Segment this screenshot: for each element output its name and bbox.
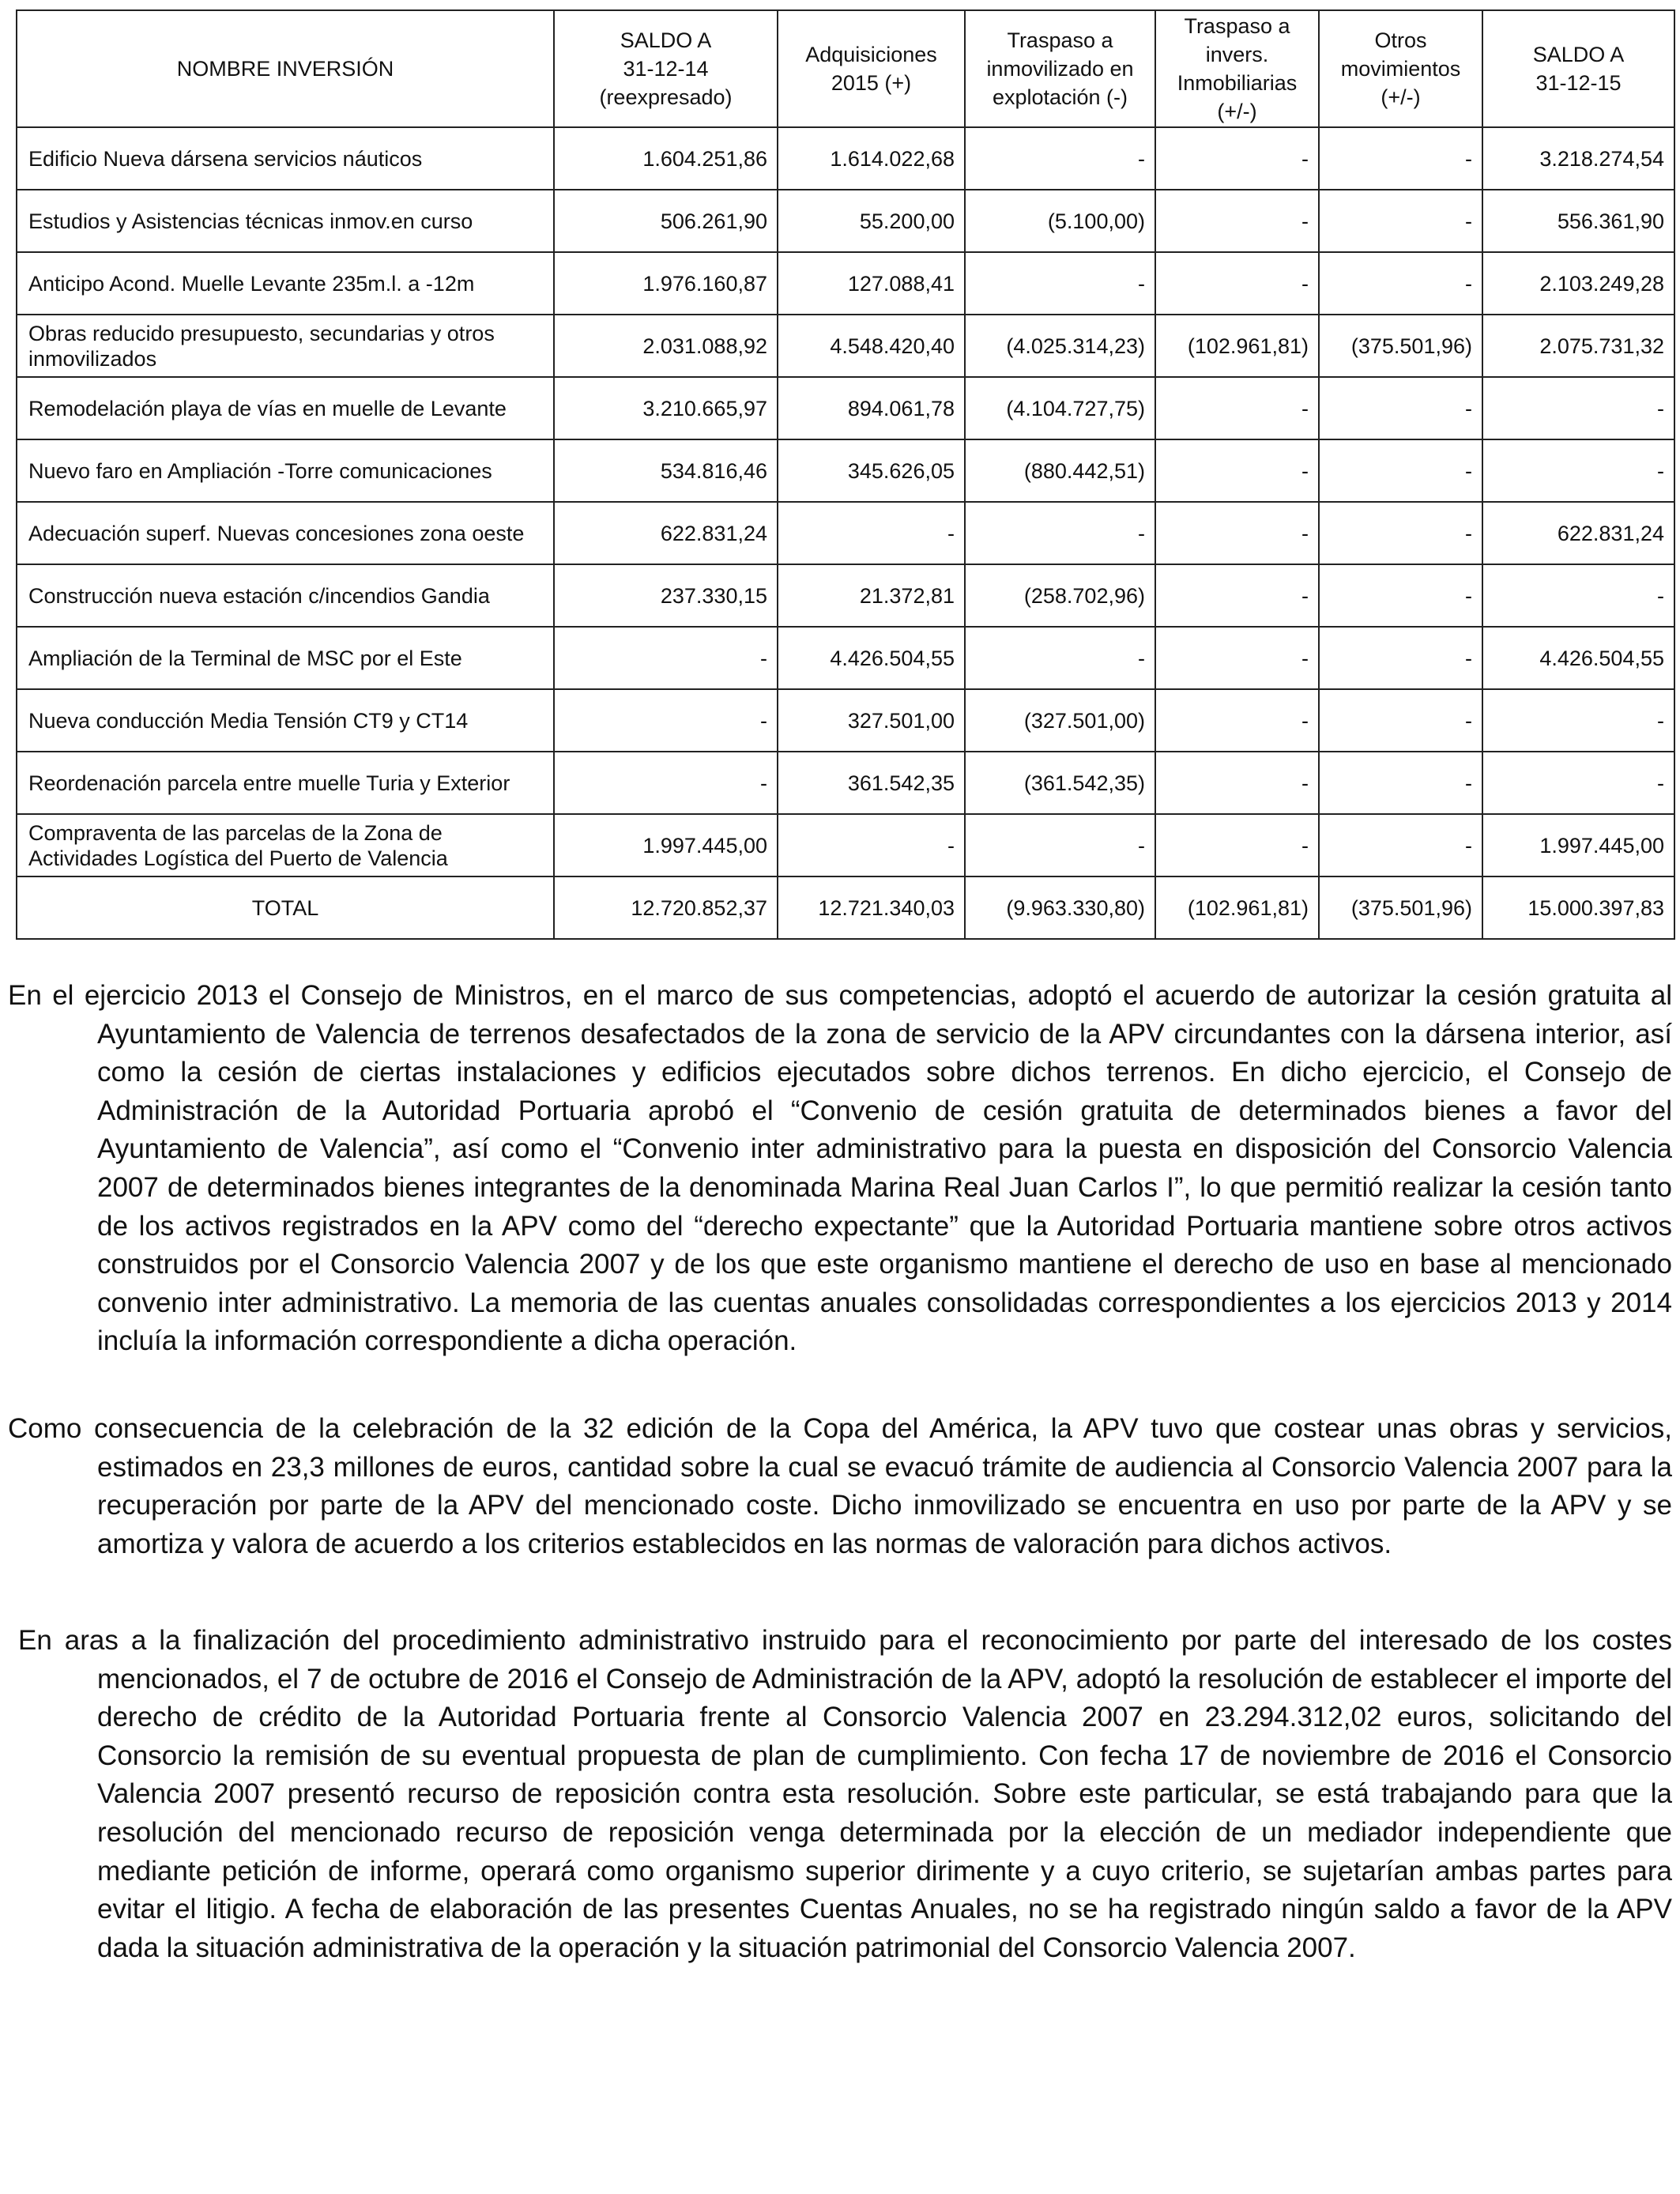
total-saldo-2014: 12.720.852,37 — [554, 876, 778, 939]
total-traspaso-inmobiliarias: (102.961,81) — [1155, 876, 1319, 939]
cell-saldo-2014: 506.261,90 — [554, 190, 778, 252]
cell-traspaso-explotacion: - — [965, 502, 1155, 564]
cell-saldo-2014: 1.604.251,86 — [554, 127, 778, 190]
total-saldo-2015: 15.000.397,83 — [1482, 876, 1674, 939]
cell-saldo-2015: - — [1482, 377, 1674, 439]
cell-traspaso-inmobiliarias: - — [1155, 502, 1319, 564]
cell-otros: - — [1319, 689, 1482, 752]
table-row — [17, 439, 1674, 502]
total-adquisiciones: 12.721.340,03 — [778, 876, 965, 939]
cell-traspaso-inmobiliarias: - — [1155, 127, 1319, 190]
cell-name: Ampliación de la Terminal de MSC por el Este — [17, 627, 554, 689]
cell-adquisiciones: 894.061,78 — [778, 377, 965, 439]
cell-saldo-2015: 3.218.274,54 — [1482, 127, 1674, 190]
total-traspaso-explotacion: (9.963.330,80) — [965, 876, 1155, 939]
cell-name: Edificio Nueva dársena servicios náuticos — [17, 127, 554, 190]
header-saldo-2015: SALDO A 31-12-15 — [1482, 10, 1674, 127]
header-adquisiciones-2015: Adquisiciones 2015 (+) — [778, 10, 965, 127]
header-saldo-2014: SALDO A 31-12-14 (reexpresado) — [554, 10, 778, 127]
cell-traspaso-inmobiliarias: - — [1155, 814, 1319, 876]
cell-saldo-2015: - — [1482, 439, 1674, 502]
paragraph-procedimiento: En aras a la finalización del procedimiento administrativo instruido para el reconocimiento por parte del interesado de los costes mencionados, el 7 de octubre de 2016 el Consejo de Administración de la APV, adoptó la resolución de establecer el importe del derecho de crédito de la Autoridad Portuaria frente al Consorcio Valencia 2007 en 23.294.312,02 euros, solicitando del Consorcio la remisión de su eventual propuesta de plan de cumplimiento. Con fecha 17 de noviembre de 2016 el Consorcio Valencia 2007 presentó recurso de reposición contra esta resolución. Sobre este particular, se está trabajando para que la resolución del mencionado recurso de reposición venga determinada por la elección de un mediador independiente que mediante petición de informe, operará como organismo superior dirimente y a cuyo criterio, se sujetarían ambas partes para evitar el litigio. A fecha de elaboración de las presentes Cuentas Anuales, no se ha registrado ningún saldo a favor de la APV dada la situación administrativa de la operación y la situación patrimonial del Consorcio Valencia 2007. — [18, 1625, 1672, 1963]
cell-saldo-2014: 622.831,24 — [554, 502, 778, 564]
header-traspaso-explotacion: Traspaso a inmovilizado en explotación (-) — [965, 10, 1155, 127]
cell-saldo-2015: 2.103.249,28 — [1482, 252, 1674, 315]
cell-saldo-2015: - — [1482, 752, 1674, 814]
cell-saldo-2015: 4.426.504,55 — [1482, 627, 1674, 689]
cell-traspaso-explotacion: - — [965, 814, 1155, 876]
cell-name: Estudios y Asistencias técnicas inmov.en curso — [17, 190, 554, 252]
cell-saldo-2015: 2.075.731,32 — [1482, 315, 1674, 377]
cell-saldo-2015: - — [1482, 564, 1674, 627]
cell-adquisiciones: 21.372,81 — [778, 564, 965, 627]
cell-traspaso-explotacion: (361.542,35) — [965, 752, 1155, 814]
cell-name: Obras reducido presupuesto, secundarias y otros inmovilizados — [17, 315, 554, 377]
cell-traspaso-explotacion: (4.025.314,23) — [965, 315, 1155, 377]
cell-name: Remodelación playa de vías en muelle de Levante — [17, 377, 554, 439]
cell-adquisiciones: - — [778, 502, 965, 564]
cell-adquisiciones: 127.088,41 — [778, 252, 965, 315]
cell-traspaso-inmobiliarias: - — [1155, 564, 1319, 627]
cell-saldo-2014: 3.210.665,97 — [554, 377, 778, 439]
cell-saldo-2014: - — [554, 627, 778, 689]
cell-saldo-2014: 534.816,46 — [554, 439, 778, 502]
table-row — [17, 502, 1674, 564]
table-row — [17, 127, 1674, 190]
cell-name: Anticipo Acond. Muelle Levante 235m.l. a -12m — [17, 252, 554, 315]
cell-saldo-2015: - — [1482, 689, 1674, 752]
table-row — [17, 627, 1674, 689]
cell-otros: - — [1319, 190, 1482, 252]
cell-traspaso-inmobiliarias: - — [1155, 627, 1319, 689]
cell-otros: - — [1319, 252, 1482, 315]
cell-adquisiciones: - — [778, 814, 965, 876]
table-row — [17, 814, 1674, 876]
paragraph-cesion-gratuita: En el ejercicio 2013 el Consejo de Ministros, en el marco de sus competencias, adoptó el acuerdo de autorizar la cesión gratuita al Ayuntamiento de Valencia de terrenos desafectados de la zona de servicio de la APV circundantes con la dársena interior, así como la cesión de ciertas instalaciones y edificios ejecutados sobre dichos terrenos. En dicho ejercicio, el Consejo de Administración de la Autoridad Portuaria aprobó el “Convenio de cesión gratuita de determinados bienes a favor del Ayuntamiento de Valencia”, así como el “Convenio inter administrativo para la puesta en disposición del Consorcio Valencia 2007 de determinados bienes integrantes de la denominada Marina Real Juan Carlos I”, lo que permitió realizar la cesión tanto de los activos registrados en la APV como del “derecho expectante” que la Autoridad Portuaria mantiene sobre otros activos construidos por el Consorcio Valencia 2007 y de los que este organismo mantiene el derecho de uso en base al mencionado convenio inter administrativo. La memoria de las cuentas anuales consolidadas correspondientes a los ejercicios 2013 y 2014 incluía la información correspondiente a dicha operación. — [8, 980, 1672, 1357]
cell-traspaso-inmobiliarias: - — [1155, 377, 1319, 439]
total-otros: (375.501,96) — [1319, 876, 1482, 939]
cell-saldo-2014: - — [554, 752, 778, 814]
cell-traspaso-explotacion: (4.104.727,75) — [965, 377, 1155, 439]
cell-name: Reordenación parcela entre muelle Turia y Exterior — [17, 752, 554, 814]
cell-name: Nuevo faro en Ampliación -Torre comunicaciones — [17, 439, 554, 502]
header-otros-movimientos: Otros movimientos (+/-) — [1319, 10, 1482, 127]
cell-traspaso-explotacion: - — [965, 252, 1155, 315]
cell-name: Compraventa de las parcelas de la Zona de Actividades Logística del Puerto de Valencia — [17, 814, 554, 876]
cell-traspaso-explotacion: - — [965, 627, 1155, 689]
cell-saldo-2015: 1.997.445,00 — [1482, 814, 1674, 876]
cell-traspaso-explotacion: (258.702,96) — [965, 564, 1155, 627]
cell-otros: - — [1319, 564, 1482, 627]
total-label: TOTAL — [17, 876, 554, 939]
cell-traspaso-inmobiliarias: - — [1155, 190, 1319, 252]
cell-otros: - — [1319, 502, 1482, 564]
cell-otros: (375.501,96) — [1319, 315, 1482, 377]
cell-otros: - — [1319, 439, 1482, 502]
cell-traspaso-inmobiliarias: - — [1155, 252, 1319, 315]
cell-traspaso-explotacion: (5.100,00) — [965, 190, 1155, 252]
cell-adquisiciones: 327.501,00 — [778, 689, 965, 752]
cell-adquisiciones: 55.200,00 — [778, 190, 965, 252]
table-row — [17, 752, 1674, 814]
table-row — [17, 190, 1674, 252]
table-header-row — [17, 10, 1674, 127]
cell-adquisiciones: 1.614.022,68 — [778, 127, 965, 190]
header-nombre-inversion: NOMBRE INVERSIÓN — [17, 10, 554, 127]
cell-traspaso-explotacion: (327.501,00) — [965, 689, 1155, 752]
cell-name: Adecuación superf. Nuevas concesiones zona oeste — [17, 502, 554, 564]
cell-saldo-2014: - — [554, 689, 778, 752]
cell-saldo-2014: 2.031.088,92 — [554, 315, 778, 377]
cell-saldo-2014: 237.330,15 — [554, 564, 778, 627]
cell-otros: - — [1319, 127, 1482, 190]
investment-table — [16, 9, 1675, 940]
cell-otros: - — [1319, 752, 1482, 814]
cell-name: Nueva conducción Media Tensión CT9 y CT14 — [17, 689, 554, 752]
cell-traspaso-explotacion: - — [965, 127, 1155, 190]
cell-otros: - — [1319, 377, 1482, 439]
cell-adquisiciones: 345.626,05 — [778, 439, 965, 502]
cell-otros: - — [1319, 814, 1482, 876]
table-row — [17, 689, 1674, 752]
cell-traspaso-inmobiliarias: - — [1155, 689, 1319, 752]
cell-saldo-2014: 1.997.445,00 — [554, 814, 778, 876]
cell-saldo-2015: 622.831,24 — [1482, 502, 1674, 564]
cell-otros: - — [1319, 627, 1482, 689]
cell-adquisiciones: 4.548.420,40 — [778, 315, 965, 377]
table-row — [17, 377, 1674, 439]
cell-adquisiciones: 361.542,35 — [778, 752, 965, 814]
cell-traspaso-explotacion: (880.442,51) — [965, 439, 1155, 502]
table-row — [17, 252, 1674, 315]
cell-saldo-2015: 556.361,90 — [1482, 190, 1674, 252]
table-total-row — [17, 876, 1674, 939]
table-row — [17, 564, 1674, 627]
header-traspaso-inmobiliarias: Traspaso a invers. Inmobiliarias (+/-) — [1155, 10, 1319, 127]
table-row — [17, 315, 1674, 377]
cell-saldo-2014: 1.976.160,87 — [554, 252, 778, 315]
paragraph-copa-america: Como consecuencia de la celebración de la 32 edición de la Copa del América, la APV tuvo que costear unas obras y servicios, estimados en 23,3 millones de euros, cantidad sobre la cual se evacuó trámite de audiencia al Consorcio Valencia 2007 para la recuperación por parte de la APV del mencionado coste. Dicho inmovilizado se encuentra en uso por parte de la APV y se amortiza y valora de acuerdo a los criterios establecidos en las normas de valoración para dichos activos. — [8, 1413, 1672, 1559]
cell-name: Construcción nueva estación c/incendios Gandia — [17, 564, 554, 627]
cell-adquisiciones: 4.426.504,55 — [778, 627, 965, 689]
cell-traspaso-inmobiliarias: - — [1155, 752, 1319, 814]
cell-traspaso-inmobiliarias: (102.961,81) — [1155, 315, 1319, 377]
cell-traspaso-inmobiliarias: - — [1155, 439, 1319, 502]
